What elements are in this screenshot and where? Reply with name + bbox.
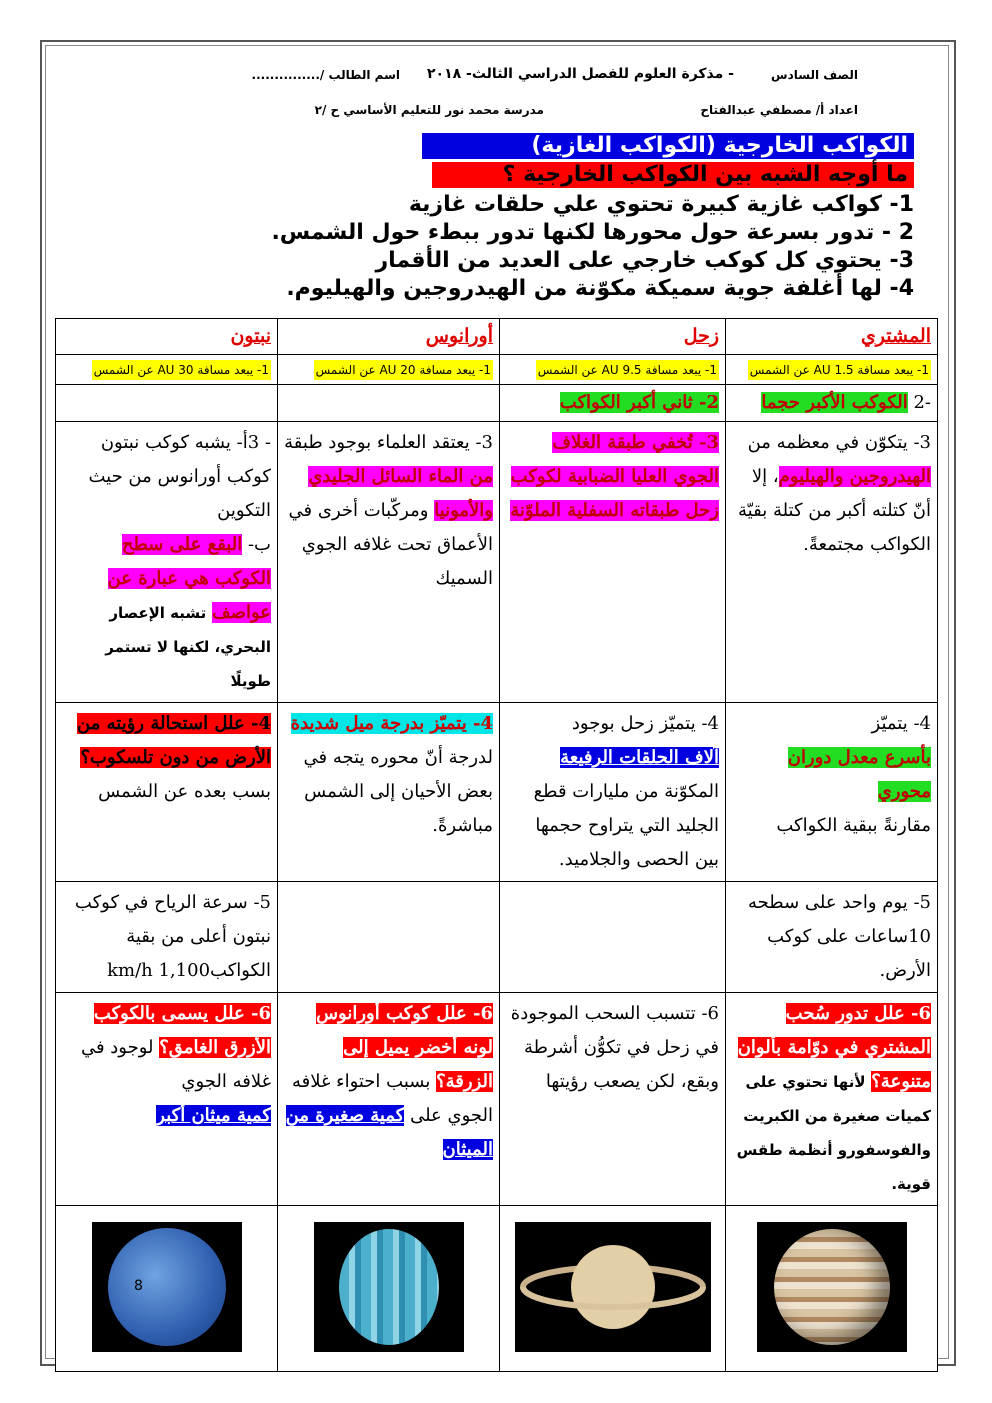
cell-uranus-feature [278, 703, 500, 882]
saturn-image [515, 1222, 711, 1352]
uranus-row4-post: لدرجة أنّ محوره يتجه في بعض الأحيان إلى الشمس مباشرةً. [303, 747, 493, 836]
grade-label: الصف السادس [771, 68, 858, 82]
cell-uranus-color [278, 993, 500, 1206]
saturn-row4-highlight: آلاف الحلقات الرفيعة [560, 747, 719, 768]
similarity-point-3: 3- يحتوي كل كوكب خارجي على العديد من الأقمار [375, 248, 914, 273]
neptune-image [92, 1222, 242, 1352]
student-name-field: اسم الطالب /............... [251, 68, 400, 82]
planet-name-jupiter: المشتري [860, 325, 931, 347]
jupiter-largest: الكوكب الأكبر حجما [761, 392, 908, 413]
jupiter-row6-highlight: 6- علل تدور سُحب المشتري في دوّامة بألوان متنوعة؟ [737, 1003, 931, 1092]
distance-jupiter: 1- يبعد مسافة 1.5 AU عن الشمس [748, 360, 931, 380]
jupiter-row4-highlight: بأسرع معدل دوران محوري [787, 747, 931, 802]
cell-saturn-distance [500, 355, 726, 385]
uranus-row6-blue: كمية صغيرة من الميثان [285, 1105, 493, 1160]
saturn-row6: 6- تتسبب السحب الموجودة في زحل في تكوُّن أشرطة وبقع، لكن يصعب رؤيتها [510, 1003, 719, 1092]
cell-saturn-size [500, 385, 726, 422]
cell-neptune-color [56, 993, 278, 1206]
row-feature [56, 703, 938, 882]
jupiter-row3-post: ، إلا أنّ كتلته أكبر من كتلة بقيّة الكواكب مجتمعةً. [738, 466, 931, 555]
saturn-row4-post: المكوّنة من مليارات قطع الجليد التي يتراوح حجمها بين الحصى والجلاميد. [533, 781, 719, 870]
cell-uranus-size [278, 385, 500, 422]
similarity-point-4: 4- لها أغلفة جوية سميكة مكوّنة من الهيدروجين والهيليوم. [286, 276, 914, 301]
neptune-row4-highlight: 4- علل استحالة رؤيته من الأرض من دون تلسكوب؟ [77, 713, 271, 768]
distance-saturn: 1- يبعد مسافة 9.5 AU عن الشمس [536, 360, 719, 380]
row-names [56, 319, 938, 355]
uranus-row3-highlight: من الماء السائل الجليدي والأمونيا [308, 466, 493, 521]
cell-neptune-feature [56, 703, 278, 882]
similarity-point-2: 2 - تدور بسرعة حول محورها لكنها تدور ببطء حول الشمس. [271, 220, 914, 245]
page-number: 8 [134, 1278, 143, 1294]
cell-neptune-image [56, 1206, 278, 1372]
cell-neptune-size [56, 385, 278, 422]
cell-jupiter-image [726, 1206, 938, 1372]
memo-title: - مذكرة العلوم للفصل الدراسي الثالث- ٢٠١٨ [426, 66, 734, 82]
cell-jupiter-day [726, 882, 938, 993]
row-size [56, 385, 938, 422]
row-composition [56, 422, 938, 703]
similarity-point-1: 1- كواكب غازية كبيرة تحتوي علي حلقات غازية [408, 192, 914, 217]
jupiter-row4-pre: 4- يتميّز [871, 713, 931, 734]
cell-jupiter-size [726, 385, 938, 422]
cell-uranus-composition [278, 422, 500, 703]
cell-jupiter-composition [726, 422, 938, 703]
neptune-row6-blue: كمية ميثان أكبر [156, 1105, 271, 1126]
cell-jupiter-distance [726, 355, 938, 385]
planet-name-neptune: نبتون [230, 325, 271, 347]
question-title: ما أوجه الشبه بين الكواكب الخارجية ؟ [432, 162, 914, 188]
cell-uranus-image [278, 1206, 500, 1372]
uranus-image [314, 1222, 464, 1352]
uranus-row3-post: ومركّبات أخرى في الأعماق تحت غلافه الجوي السميك [288, 500, 493, 589]
neptune-row3-b-pre: ب- [247, 534, 271, 555]
neptune-row6-mid: لوجود في غلافه الجوي [80, 1037, 271, 1092]
jupiter-row4-post: مقارنةً ببقية الكواكب [776, 815, 931, 836]
jupiter-row6-post: لأنها تحتوي على كميات صغيرة من الكبريت والفوسفورو أنظمة طقس قوية. [736, 1073, 931, 1193]
cell-neptune-name [56, 319, 278, 355]
cell-jupiter-name [726, 319, 938, 355]
jupiter-row3-highlight: الهيدروجين والهيليوم [778, 466, 931, 487]
planet-name-uranus: أورانوس [425, 325, 493, 347]
prepared-by: اعداد أ/ مصطفي عبدالفتاح [700, 103, 858, 117]
cell-uranus-name [278, 319, 500, 355]
planets-table [55, 318, 938, 1372]
planet-name-saturn: زحل [683, 325, 719, 347]
neptune-row3-b-post: تشبه الإعصار البحري، لكنها لا تستمر طويلًا [105, 604, 271, 690]
school-name: مدرسة محمد نور للتعليم الأساسي ح /٢ [314, 103, 544, 117]
neptune-row3-b-highlight: البقع على سطح الكوكب هي عبارة عن عواصف [107, 534, 271, 623]
row-images [56, 1206, 938, 1372]
jupiter-row5: 5- يوم واحد على سطحه 10ساعات على كوكب الأرض. [748, 892, 931, 981]
cell-saturn-composition [500, 422, 726, 703]
jupiter-row2-num: -2 [913, 392, 931, 413]
cell-saturn-image [500, 1206, 726, 1372]
distance-uranus: 1- يبعد مسافة 20 AU عن الشمس [314, 360, 493, 380]
jupiter-image [757, 1222, 907, 1352]
saturn-row4-pre: 4- يتميّز زحل بوجود [571, 713, 719, 734]
cell-neptune-distance [56, 355, 278, 385]
cell-saturn-empty [500, 882, 726, 993]
distance-neptune: 1- يبعد مسافة 30 AU عن الشمس [92, 360, 271, 380]
neptune-row5: 5- سرعة الرياح في كوكب نبتون أعلى من بقية الكواكب1,100 km/h [74, 892, 271, 981]
uranus-row4-highlight: 4- يتميّز بدرجة ميل شديدة [290, 713, 493, 734]
uranus-row6-highlight: 6- علل كوكب أورانوس لونه أخضر يميل إلى الزرقة؟ [316, 1003, 493, 1092]
row-facts [56, 882, 938, 993]
neptune-row3-a: - 3أ- يشبه كوكب نبتون كوكب أورانوس من حيث التكوين [88, 432, 271, 521]
uranus-row3-pre: 3- يعتقد العلماء بوجود طبقة [284, 432, 493, 453]
cell-saturn-feature [500, 703, 726, 882]
cell-neptune-wind [56, 882, 278, 993]
row-distance [56, 355, 938, 385]
cell-jupiter-feature [726, 703, 938, 882]
cell-uranus-distance [278, 355, 500, 385]
cell-uranus-empty [278, 882, 500, 993]
cell-jupiter-clouds [726, 993, 938, 1206]
row-color [56, 993, 938, 1206]
cell-saturn-name [500, 319, 726, 355]
saturn-second-largest: 2- ثاني أكبر الكواكب [559, 392, 719, 413]
neptune-row6-highlight: 6- علل يسمى بالكوكب الأزرق الغامق؟ [93, 1003, 271, 1058]
jupiter-row3-pre: 3- يتكوّن في معظمه من [747, 432, 931, 453]
uranus-row6-mid: بسبب احتواء غلافه الجوي على [291, 1071, 493, 1126]
neptune-row4-post: بسب بعده عن الشمس [98, 781, 271, 802]
section-title: الكواكب الخارجية (الكواكب الغازية) [422, 133, 914, 159]
saturn-row3-highlight: 3- تُخفي طبقة الغلاف الجوي العليا الضبابية لكوكب زحل طبقاته السفلية الملوّنة [510, 432, 719, 521]
cell-saturn-clouds [500, 993, 726, 1206]
cell-neptune-composition [56, 422, 278, 703]
